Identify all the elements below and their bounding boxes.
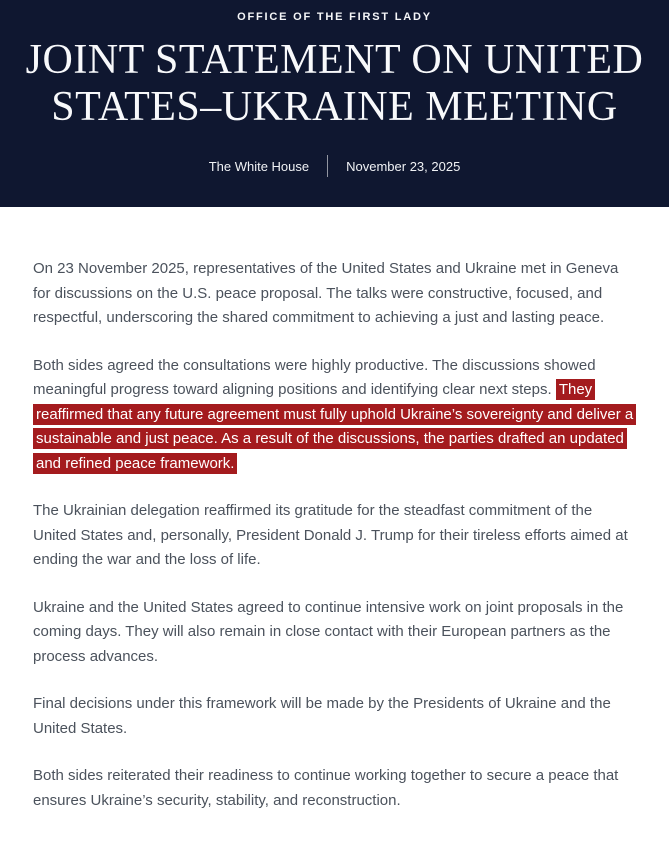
paragraph-4-text: Ukraine and the United States agreed to continue intensive work on joint proposals in the coming days. They will also remain in close contact with their European partners as the process advances.	[33, 598, 624, 665]
paragraph-3	[33, 499, 636, 573]
paragraph-2-text: Both sides agreed the consultations were highly productive. The discussions showed meaningful progress toward aligning positions and identifying clear next steps.	[33, 356, 596, 398]
source-label: The White House	[208, 158, 310, 174]
paragraph-5	[33, 692, 636, 741]
article-header	[0, 0, 669, 207]
paragraph-6-text: Both sides reiterated their readiness to continue working together to secure a peace that ensures Ukraine’s security, stability, and reconstruction.	[33, 767, 619, 809]
paragraph-3-text: The Ukrainian delegation reaffirmed its gratitude for the steadfast commitment of the United States and, personally, President Donald J. Trump for their tireless efforts aimed at ending the war and the loss of life.	[33, 502, 628, 568]
article-body	[0, 207, 669, 853]
highlighted-passage: They reaffirmed that any future agreement must fully uphold Ukraine’s sovereignty and deliver a sustainable and just peace. As a result of the discussions, the parties drafted an updated and refined peace framework.	[33, 379, 636, 474]
paragraph-2	[33, 354, 636, 477]
paragraph-4	[33, 596, 636, 670]
office-kicker: OFFICE OF THE FIRST LADY	[237, 11, 432, 23]
article-meta	[0, 155, 669, 177]
paragraph-1-text: On 23 November 2025, representatives of the United States and Ukraine met in Geneva for discussions on the U.S. peace proposal. The talks were constructive, focused, and respectful, underscoring the shared commitment to achieving a just and lasting peace.	[33, 260, 619, 326]
publish-date: November 23, 2025	[346, 158, 461, 174]
meta-divider	[327, 155, 328, 177]
page-title-line-1: JOINT STATEMENT ON UNITED	[25, 37, 644, 83]
paragraph-5-text: Final decisions under this framework will be made by the Presidents of Ukraine and the United States.	[33, 695, 611, 737]
paragraph-6	[33, 764, 636, 813]
paragraph-1	[33, 257, 636, 331]
page-title	[0, 37, 669, 131]
page-title-line-2: STATES–UKRAINE MEETING	[51, 84, 618, 131]
